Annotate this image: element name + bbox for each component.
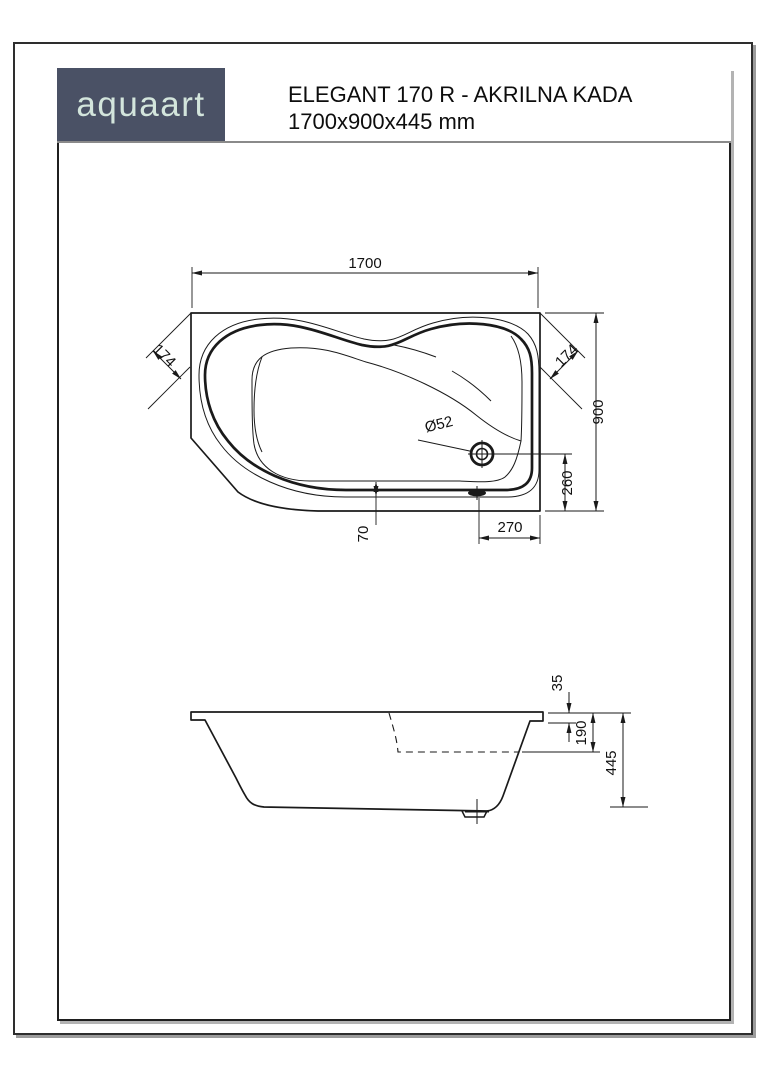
drain-diameter-label: Ø52 [423, 412, 455, 437]
tub-rim-outer-line [199, 317, 539, 497]
brand-logo-text: aquaart [76, 84, 206, 124]
dim-depth-900 [545, 313, 607, 511]
dim-inner-depth-label: 190 [573, 720, 590, 746]
drain-centerline-cross [465, 799, 489, 824]
drawing-title-line2: 1700x900x445 mm [288, 109, 476, 134]
backrest-line [511, 336, 522, 441]
dim-corner-left-174 [146, 313, 191, 409]
seat-accent-line [394, 345, 436, 357]
basin-contour [252, 348, 521, 482]
dim-depth-label: 900 [590, 399, 607, 425]
dim-corner-right-label: 174 [551, 340, 582, 371]
dim-height-label: 445 [603, 750, 620, 776]
dim-drain-right-270 [479, 498, 540, 544]
dim-width-label: 1700 [348, 255, 382, 272]
drawing-title-line1: ELEGANT 170 R - AKRILNA KADA [288, 82, 633, 107]
dim-drain-bottom-260 [559, 454, 576, 511]
seat-accent-line-2 [452, 371, 491, 401]
dim-rim-label: 35 [549, 674, 566, 692]
dim-height-445 [603, 713, 648, 807]
dim-inner-depth-190 [522, 713, 600, 752]
hidden-inner-contour [389, 713, 519, 752]
dim-drain-right-label: 270 [497, 519, 523, 536]
basin-left-accent-line [254, 357, 262, 452]
side-view [191, 675, 648, 824]
drain-diameter-callout [418, 413, 472, 452]
dim-drain-bottom-label: 260 [559, 470, 576, 496]
tub-profile [191, 712, 543, 811]
dim-width-1700 [192, 255, 538, 308]
dim-corner-right-174 [540, 313, 585, 409]
dim-overflow-label: 70 [355, 525, 372, 543]
dim-corner-left-label: 174 [149, 340, 180, 371]
top-view [146, 255, 607, 544]
overflow-mark [468, 486, 486, 500]
